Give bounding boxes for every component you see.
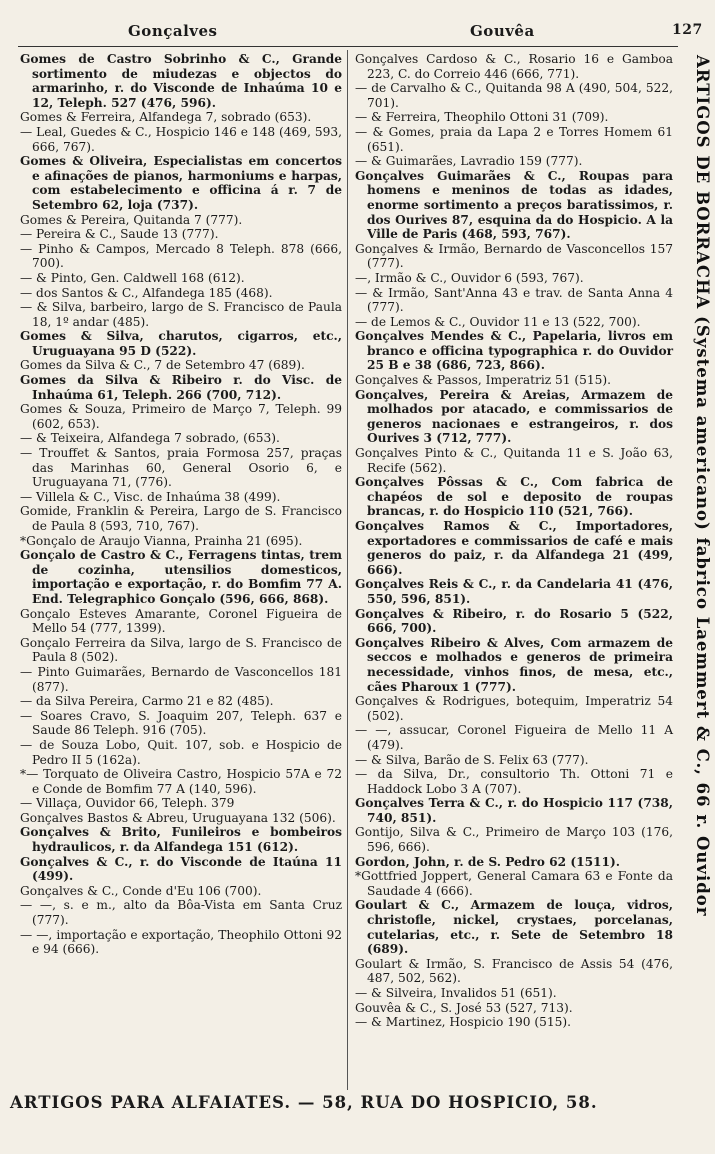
directory-entry: Gonçalves & Passos, Imperatriz 51 (515).: [355, 373, 612, 388]
directory-entry: Gonçalves Pinto & C., Quitanda 11 e S. João 63, Recife (562).: [355, 446, 673, 475]
directory-entry: — & Pinto, Gen. Caldwell 168 (612).: [20, 270, 245, 285]
directory-entry: Gonçalves & Rodrigues, botequim, Imperatriz 54 (502).: [355, 694, 673, 723]
directory-entry: Gonçalves & Ribeiro, r. do Rosario 5 (522, 666, 700).: [355, 606, 673, 636]
directory-entry: — —, s. e m., alto da Bôa-Vista em Santa Cruz (777).: [20, 898, 342, 928]
directory-entry: — Villaça, Ouvidor 66, Teleph. 379: [20, 796, 235, 811]
directory-entry: — de Souza Lobo, Quit. 107, sob. e Hospicio de Pedro II 5 (162a).: [20, 737, 342, 767]
directory-entry: Gomes & Pereira, Quitanda 7 (777).: [20, 212, 243, 227]
directory-entry: — & Silva, barbeiro, largo de S. Francisco de Paula 18, 1º andar (485).: [20, 300, 342, 329]
directory-entry: *Gonçalo de Araujo Vianna, Prainha 21 (695).: [20, 533, 303, 548]
directory-entry: Gonçalves Bastos & Abreu, Uruguayana 132 (506).: [20, 810, 336, 825]
directory-entry: Gonçalo de Castro & C., Ferragens tintas, trem de cozinha, utensilios domesticos, importação e exportação, r. do Bomfim 77 A. End. Telegraphico Gonçalo (596, 666, 868).: [20, 548, 342, 606]
directory-entry: — & Silveira, Invalidos 51 (651).: [355, 986, 557, 1000]
directory-entry: —, Irmão & C., Ouvidor 6 (593, 767).: [355, 270, 584, 285]
directory-entry: — Leal, Guedes & C., Hospicio 146 e 148 (469, 593, 666, 767).: [20, 124, 342, 154]
directory-entry: — & Guimarães, Lavradio 159 (777).: [355, 154, 583, 169]
directory-entry: Gomes & Silva, charutos, cigarros, etc., Uruguayana 95 D (522).: [20, 329, 342, 358]
directory-entry: Gonçalves Reis & C., r. da Candelaria 41 (476, 550, 596, 851).: [355, 577, 673, 606]
directory-entry: Gonçalves Mendes & C., Papelaria, livros em branco e officina typographica r. do Ouvidor 25 B e 38 (686, 723, 866).: [355, 329, 673, 373]
directory-entry: Gomes da Silva & Ribeiro r. do Visc. de Inhaúma 61, Teleph. 266 (700, 712).: [20, 373, 342, 402]
directory-entry: Gonçalves & C., r. do Visconde de Itaúna 11 (499).: [20, 854, 342, 884]
directory-entry: — Pinho & Campos, Mercado 8 Teleph. 878 (666, 700).: [20, 241, 342, 271]
directory-entry: Gonçalo Ferreira da Silva, largo de S. Francisco de Paula 8 (502).: [20, 635, 342, 665]
directory-entry: — —, assucar, Coronel Figueira de Mello 11 A (479).: [355, 723, 673, 752]
left-column: [20, 52, 342, 957]
page-number: 127: [672, 22, 703, 38]
directory-entry: Gomes & Oliveira, Especialistas em concertos e afinações de pianos, harmoniums e harpas, com estabelecimento e officina á r. 7 de Setembro 62, loja (737).: [20, 154, 342, 212]
directory-entry: Gonçalves Terra & C., r. do Hospicio 117 (738, 740, 851).: [355, 796, 673, 825]
directory-entry: Gonçalves & Brito, Funileiros e bombeiros hydraulicos, r. da Alfandega 151 (612).: [20, 825, 342, 855]
directory-entry: — Pinto Guimarães, Bernardo de Vasconcellos 181 (877).: [20, 664, 342, 694]
directory-entry: Gonçalo Esteves Amarante, Coronel Figueira de Mello 54 (777, 1399).: [20, 606, 342, 636]
directory-entry: Gonçalves Pôssas & C., Com fabrica de chapéos de sol e deposito de roupas brancas, r. do Hospicio 110 (521, 766).: [355, 475, 673, 519]
running-head-left: Gonçalves: [128, 22, 218, 40]
directory-entry: — & Teixeira, Alfandega 7 sobrado, (653).: [20, 431, 280, 446]
directory-entry: — de Lemos & C., Ouvidor 11 e 13 (522, 700).: [355, 314, 641, 329]
column-divider: [347, 50, 348, 1090]
directory-entry: Goulart & Irmão, S. Francisco de Assis 54 (476, 487, 502, 562).: [355, 956, 673, 986]
directory-entry: Gordon, John, r. de S. Pedro 62 (1511).: [355, 854, 621, 869]
directory-entry: Gomes & Ferreira, Alfandega 7, sobrado (653).: [20, 110, 312, 125]
directory-entry: Goulart & C., Armazem de louça, vidros, christofle, nickel, crystaes, porcelanas, cutelarias, etc., r. Sete de Setembro 18 (689).: [355, 898, 673, 957]
directory-entry: Gonçalves & C., Conde d'Eu 106 (700).: [20, 883, 262, 898]
directory-entry: Gouvêa & C., S. José 53 (527, 713).: [355, 1000, 573, 1015]
directory-entry: — Soares Cravo, S. Joaquim 207, Teleph. 637 e Saude 86 Teleph. 916 (705).: [20, 708, 342, 738]
directory-entry: *Gottfried Joppert, General Camara 63 e Fonte da Saudade 4 (666).: [355, 869, 673, 898]
directory-entry: Gonçalves Cardoso & C., Rosario 16 e Gamboa 223, C. do Correio 446 (666, 771).: [355, 52, 673, 81]
footer-advertisement: ARTIGOS PARA ALFAIATES. — 58, RUA DO HOSPICIO, 58.: [10, 1093, 598, 1112]
directory-entry: — Pereira & C., Saude 13 (777).: [20, 227, 219, 242]
directory-entry: — & Gomes, praia da Lapa 2 e Torres Homem 61 (651).: [355, 124, 673, 154]
directory-entry: — dos Santos & C., Alfandega 185 (468).: [20, 285, 273, 300]
directory-entry: Gomide, Franklin & Pereira, Largo de S. Francisco de Paula 8 (593, 710, 767).: [20, 504, 342, 533]
directory-entry: Gomes de Castro Sobrinho & C., Grande sortimento de miudezas e objectos do armarinho, r. do Visconde de Inhaúma 10 e 12, Teleph. 527 (476, 596).: [20, 52, 342, 110]
header-rule: [18, 46, 678, 47]
directory-entry: — & Irmão, Sant'Anna 43 e trav. de Santa Anna 4 (777).: [355, 285, 673, 315]
directory-entry: — & Martinez, Hospicio 190 (515).: [355, 1015, 572, 1030]
directory-entry: Gonçalves Ramos & C., Importadores, exportadores e commissarios de café e mais generos do paiz, r. da Alfandega 21 (499, 666).: [355, 519, 673, 577]
directory-entry: — & Silva, Barão de S. Felix 63 (777).: [355, 752, 589, 767]
directory-entry: — da Silva Pereira, Carmo 21 e 82 (485).: [20, 694, 274, 709]
right-column: [355, 52, 673, 1030]
directory-entry: — & Ferreira, Theophilo Ottoni 31 (709).: [355, 110, 609, 125]
directory-entry: — —, importação e exportação, Theophilo Ottoni 92 e 94 (666).: [20, 927, 342, 957]
directory-entry: — Villela & C., Visc. de Inhaúma 38 (499).: [20, 489, 281, 504]
directory-entry: Gomes & Souza, Primeiro de Março 7, Teleph. 99 (602, 653).: [20, 402, 342, 431]
directory-entry: — de Carvalho & C., Quitanda 98 A (490, 504, 522, 701).: [355, 81, 673, 110]
side-advertisement-banner: ARTIGOS DE BORRACHA (Systema americano) fabrico Laemmert & C., 66 r. Ouvidor: [693, 55, 712, 917]
directory-entry: Gomes da Silva & C., 7 de Setembro 47 (689).: [20, 358, 305, 373]
directory-entry: Gonçalves & Irmão, Bernardo de Vasconcellos 157 (777).: [355, 241, 673, 271]
directory-entry: Gonçalves, Pereira & Areias, Armazem de molhados por atacado, e commissarios de generos nacionaes e estrangeiros, r. dos Ourives 3 (712, 777).: [355, 387, 673, 446]
running-head-right: Gouvêa: [470, 22, 535, 40]
directory-entry: Gonçalves Guimarães & C., Roupas para homens e meninos de todas as idades, enorme sortimento a preços baratissimos, r. dos Ourives 87, esquina da do Hospicio. A la Ville de Paris (468, 593, 767).: [355, 168, 673, 242]
directory-entry: — Trouffet & Santos, praia Formosa 257, praças das Marinhas 60, General Osorio 6, e Uruguayana 71, (776).: [20, 446, 342, 490]
directory-entry: *— Torquato de Oliveira Castro, Hospicio 57A e 72 e Conde de Bomfim 77 A (140, 596).: [20, 767, 342, 796]
directory-entry: Gonçalves Ribeiro & Alves, Com armazem de seccos e molhados e generos de primeira necessidade, vinhos finos, de mesa, etc., cães Pharoux 1 (777).: [355, 635, 673, 694]
directory-entry: Gontijo, Silva & C., Primeiro de Março 103 (176, 596, 666).: [355, 825, 673, 855]
directory-entry: — da Silva, Dr., consultorio Th. Ottoni 71 e Haddock Lobo 3 A (707).: [355, 767, 673, 796]
